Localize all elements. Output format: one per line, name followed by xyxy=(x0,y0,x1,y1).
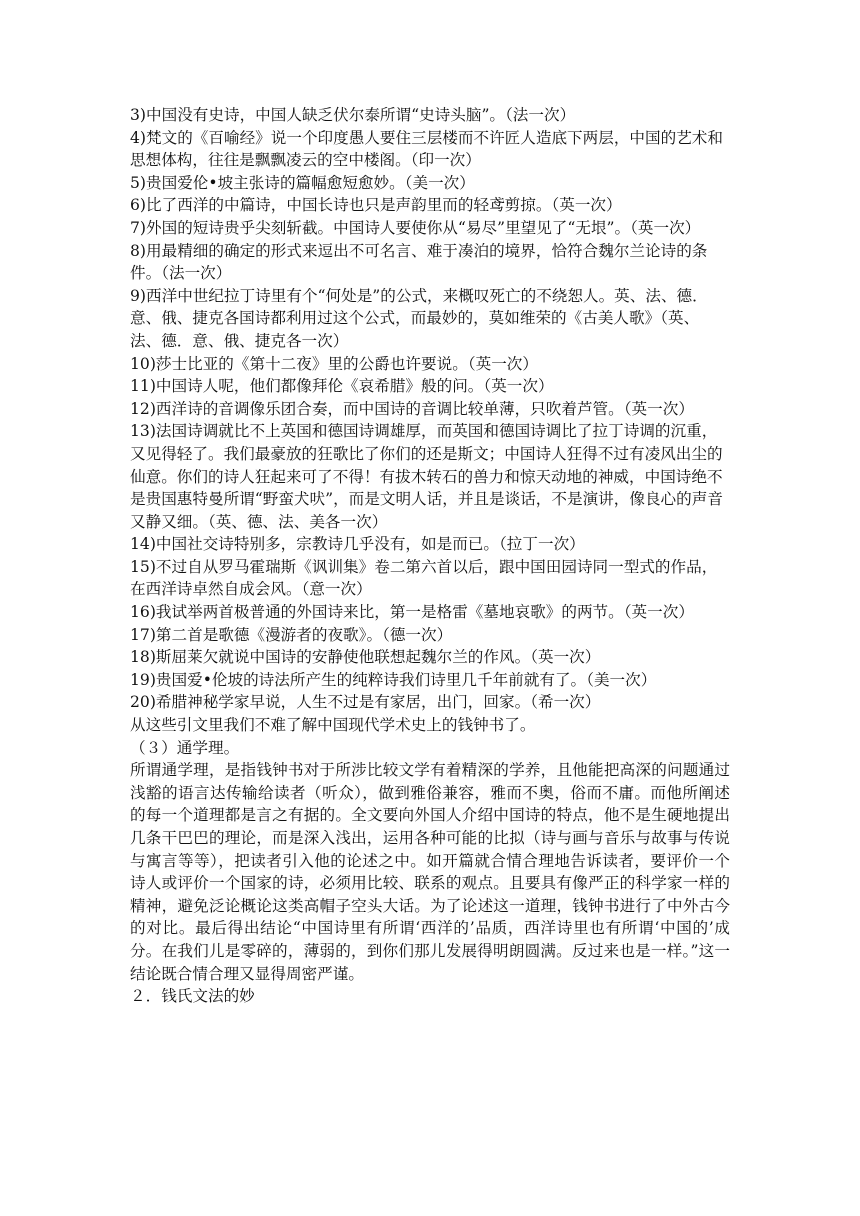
body-paragraph: 所谓通学理，是指钱钟书对于所涉比较文学有着精深的学养，且他能把高深的问题通过浅豁的语言达传输给读者（听众），做到雅俗兼容，雅而不奥，俗而不庸。而他所阐述的每一个道理都是言之有据的。全文要向外国人介绍中国诗的特点，他不是生硬地提出几条干巴巴的理论，而是深入浅出，运用各种可能的比拟（诗与画与音乐与故事与传说与寓言等等），把读者引入他的论述之中。如开篇就合情合理地告诉读者，要评价一个诗人或评价一个国家的诗，必须用比较、联系的观点。且要具有像严正的科学家一样的精神，避免泛论概论这类高帽子空头大话。为了论述这一道理，钱钟书进行了中外古今的对比。最后得出结论“中国诗里有所谓‘西洋的’品质，西洋诗里也有所谓‘中国的’成分。在我们儿是零碎的，薄弱的，到你们那儿发展得明朗圆满。反过来也是一样。”这一结论既合情合理又显得周密严谨。 xyxy=(130,761,730,983)
list-item: 15)不过自从罗马霍瑞斯《讽训集》卷二第六首以后，跟中国田园诗同一型式的作品，在西洋诗卓然自成会风。（意一次） xyxy=(130,557,718,599)
list-item: 4)梵文的《百喻经》说一个印度愚人要住三层楼而不许匠人造底下两层，中国的艺术和思想体构，往往是飘飘凌云的空中楼阁。（印一次） xyxy=(130,128,723,170)
list-item: 6)比了西洋的中篇诗，中国长诗也只是声韵里而的轻鸢剪掠。（英一次） xyxy=(130,196,622,215)
list-item: 20)希腊神秘学家早说，人生不过是有家居，出门，回家。（希一次） xyxy=(130,693,601,712)
list-item: 5)贵国爱伦•坡主张诗的篇幅愈短愈妙。（美一次） xyxy=(130,173,475,192)
summary-line: 从这些引文里我们不难了解中国现代学术史上的钱钟书了。 xyxy=(130,716,536,735)
list-item: 16)我试举两首极普通的外国诗来比，第一是格雷《墓地哀歌》的两节。（英一次） xyxy=(130,603,694,622)
list-item: 8)用最精细的确定的形式来逗出不可名言、难于凑泊的境界，恰符合魏尔兰论诗的条件。（法一次） xyxy=(130,241,708,283)
list-item: 13)法国诗调就比不上英国和德国诗调雄厚，而英国和德国诗调比了拉丁诗调的沉重，又见得轻了。我们最豪放的狂歌比了你们的还是斯文；中国诗人狂得不过有凌风出尘的仙意。你们的诗人狂起来可了不得！有拔木转石的兽力和惊天动地的神威，中国诗绝不是贵国惠特曼所谓“野蛮犬吠”，而是文明人话，并且是谈话，不是演讲，像良心的声音又静又细。（英、德、法、美各一次） xyxy=(130,422,723,531)
list-item: 14)中国社交诗特别多，宗教诗几乎没有，如是而已。（拉丁一次） xyxy=(130,535,585,554)
list-item: 3)中国没有史诗，中国人缺乏伏尔泰所谓“史诗头脑”。（法一次） xyxy=(130,106,576,124)
list-item: 7)外国的短诗贵乎尖刻斩截。中国诗人要使你从“易尽”里望见了“无垠”。（英一次） xyxy=(130,218,701,237)
list-item: 9)西洋中世纪拉丁诗里有个“何处是”的公式，来概叹死亡的不绕恕人。英、法、德．意、俄、捷克各国诗都利用过这个公式，而最妙的，莫如维荣的《古美人歌》（英、法、德．意、俄、捷克各一次） xyxy=(130,286,708,350)
list-item: 12)西洋诗的音调像乐团合奏，而中国诗的音调比较单薄，只吹着芦管。（英一次） xyxy=(130,399,694,418)
list-item: 10)莎士比亚的《第十二夜》里的公爵也许要说。（英一次） xyxy=(130,354,538,373)
next-section-heading: ２．钱氏文法的妙 xyxy=(130,987,255,1006)
document-body xyxy=(130,104,730,1008)
list-item: 19)贵国爱•伦坡的诗法所产生的纯粹诗我们诗里几千年前就有了。（美一次） xyxy=(130,670,657,689)
list-item: 11)中国诗人呢，他们都像拜伦《哀希腊》般的问。（英一次） xyxy=(130,377,554,396)
list-item: 18)斯屈莱欠就说中国诗的安静使他联想起魏尔兰的作风。（英一次） xyxy=(130,648,601,667)
list-item: 17)第二首是歌德《漫游者的夜歌》。（德一次） xyxy=(130,625,453,644)
section-heading: （３）通学理。 xyxy=(130,738,240,757)
